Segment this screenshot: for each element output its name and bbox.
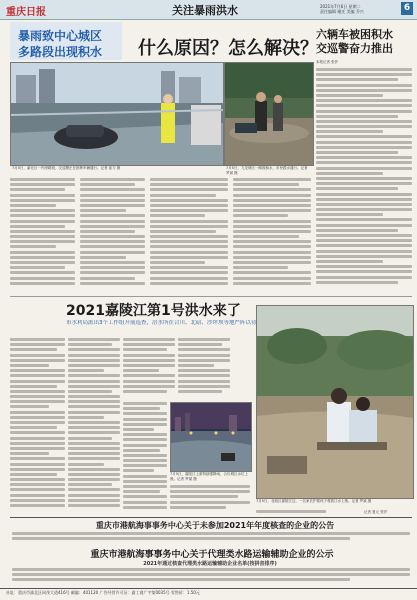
story3-col5 — [123, 402, 167, 514]
newspaper-logo: 重庆日报 — [6, 7, 46, 18]
photo1-caption: 7月5日，渝北区一内涝路段，交巡警正在指挥车辆通行。记者 崔力 摄 — [12, 166, 121, 170]
notice2-body — [12, 568, 410, 586]
section-title: 关注暴雨洪水 — [172, 4, 238, 17]
story3-subheadline: 市水利局派出3个工作组开展巡查，涪水所在合川、北碚、沙坪坝等地严阵以待 — [66, 320, 257, 326]
section-divider — [10, 296, 412, 297]
page-number: 6 — [401, 2, 413, 15]
story3-col2 — [68, 338, 120, 514]
question-headline: 什么原因？怎么解决？ — [138, 38, 318, 59]
riverside-photo — [256, 305, 414, 499]
notice1-top-rule — [10, 517, 412, 518]
story1-headline-line2: 多路段出现积水 — [18, 45, 103, 59]
footer-text: 社址：重庆市渝北区同茂大道416号 邮编：401120 广告经营许可证：渝工商广字第0035号 零售价：1.50元 — [6, 590, 200, 595]
story1-col3 — [150, 178, 228, 290]
river-night-caption: 7月5日，嘉陵江上游持续强降雨，合川城区水位上涨。记者 罗斌 摄 — [170, 472, 248, 481]
story1-col1 — [10, 178, 75, 290]
story2-headline-line1: 六辆车被困积水 — [316, 28, 393, 41]
dateline — [320, 4, 364, 14]
riverside-caption: 7月5日，北碚区嘉陵江边，一名家长护着孩子观看江水上涨。记者 罗斌 摄 — [256, 499, 372, 503]
notice1-title: 重庆市港航海事事务中心关于未参加2021年年度核查的企业的公告 — [95, 521, 335, 530]
story3-headline: 2021嘉陵江第1号洪水来了 — [66, 303, 241, 319]
footer-rule — [0, 588, 417, 589]
story3-col7 — [256, 510, 326, 516]
story1-headline-line1: 暴雨致中心城区 — [18, 29, 103, 43]
story1-col4 — [233, 178, 311, 290]
story3-col3 — [123, 338, 175, 398]
wading-photo — [224, 62, 314, 166]
story3-col6 — [170, 485, 250, 515]
story3-byline: 记者 夏元 张莎 — [364, 510, 388, 514]
photo2-caption: 7月5日，九龙坡区一路段积水，市民蹚水通行。记者 罗斌 摄 — [226, 166, 308, 175]
story3-col1 — [10, 338, 65, 514]
story2-byline: 本报记者 张莎 — [316, 60, 339, 64]
story2-body-text — [316, 68, 412, 293]
notice1-body — [12, 532, 410, 546]
notice2-title: 重庆市港航海事事务中心关于代理类水路运输辅助企业的公示 — [90, 550, 334, 560]
story2-headline-line2: 交巡警奋力推出 — [316, 42, 393, 55]
story2-headline — [316, 28, 412, 56]
story1-headline-box — [10, 22, 122, 60]
editor-text: 责任编辑 谢迁 美编 乔兴 — [320, 9, 364, 14]
date-text: 2021年7月6日 星期二 — [320, 4, 361, 9]
notice2-subtitle: 2021年通过核查代理类水路运输辅助企业名单(按拼音排序) — [143, 561, 277, 567]
river-night-photo — [170, 402, 252, 472]
story3-col4 — [178, 338, 230, 398]
story1-col2 — [80, 178, 145, 290]
flood-road-photo — [10, 62, 224, 166]
